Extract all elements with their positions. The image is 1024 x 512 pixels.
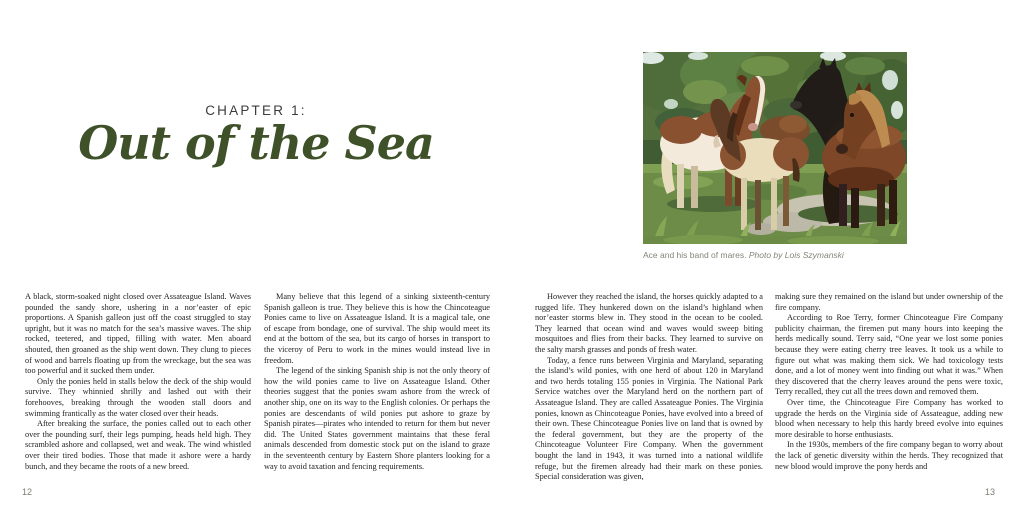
body-paragraph: Over time, the Chincoteague Fire Company has worked to upgrade the herds on the Virginia side of Assateague, adding new blood when necessary to help this hardy breed evolve into equines more desirable to horse enthusiasts.: [775, 397, 1003, 439]
right-column-1: [535, 292, 763, 483]
body-paragraph: However they reached the island, the horses quickly adapted to a rugged life. They hunkered down on the island’s highland when nor’easter storms blew in. They stood in the ocean to be cooled. They learned that ocean wind and waves would sweep biting mosquitoes and flies from their backs. They learned to survive on the salty marsh grasses and ponds of fresh water.: [535, 292, 763, 354]
body-paragraph: Many believe that this legend of a sinking sixteenth-century Spanish galleon is true. They believe this is how the Chincoteague Ponies came to live on Assateague Island. It is a magical tale, one of escape from bondage, one of survival. The ship would meet its end at the bottom of the sea, but its cargo of horses in transport to the viceroy of Peru to work in the mines would instead live in freedom.: [264, 292, 490, 365]
photo-caption-text: Ace and his band of mares.: [643, 250, 749, 260]
chapter-title: Out of the Sea: [78, 116, 434, 170]
page-number-right: 13: [985, 487, 996, 497]
chapter-kicker: CHAPTER 1:: [205, 103, 307, 118]
right-column-2: [775, 292, 1003, 483]
body-paragraph: The legend of the sinking Spanish ship is not the only theory of how the wild ponies came to live on Assateague Island. Other theories suggest that the ponies swam ashore from the wreck of another ship, one on its way to the English colonies. Or perhaps the ponies are descendants of wild ponies put ashore to graze by Spanish pirates—pirates who intended to return for them but never did. The United States government maintains that these feral animals descended from domestic stock put on the island to graze in the seventeenth century by Eastern Shore planters looking for a way to avoid taxation and fencing requirements.: [264, 366, 490, 471]
body-paragraph: Only the ponies held in stalls below the deck of the ship would survive. They whinnied shrilly and lashed out with their forehooves, breaking through the wooden stall doors and swimming frantically as the water closed over their heads.: [25, 376, 251, 418]
body-paragraph: In the 1930s, members of the fire company began to worry about the lack of genetic diversity within the herds. They recognized that new blood would improve the pony herds and: [775, 440, 1003, 471]
horses-photo-illustration: [643, 52, 907, 244]
page-number-left: 12: [22, 487, 33, 497]
right-page-columns: [535, 292, 1003, 483]
body-paragraph: According to Roe Terry, former Chincoteague Fire Company publicity chairman, the firemen put many hours into keeping the herds medically sound. Terry said, “One year we lost some ponies because they were eating cherry tree leaves. It took us a while to figure out what was making them sick. We had toxicology tests done, and a lot of money went into finding out what it was.” When they discovered that the cherry leaves around the pens were toxic, Terry recalled, they cut all the trees down and removed them.: [775, 313, 1003, 397]
photo-caption: [643, 250, 933, 260]
body-paragraph: Today, a fence runs between Virginia and Maryland, separating the island’s wild ponies, with one herd of about 120 in Maryland and two herds totaling 155 ponies in Virginia. The National Park Service watches over the Maryland herd on the northern part of Assateague Island. They are called Assateague Ponies. The Virginia ponies, known as Chincoteague Ponies, have evolved into a breed of their own. These Chincoteague Ponies live on land that is owned by the federal government, but they are the property of the Chincoteague Volunteer Fire Company. When the government bought the land in 1943, it was turned into a national wildlife refuge, but the firemen already had their mark on these ponies. Special consideration was given,: [535, 355, 763, 482]
body-paragraph: After breaking the surface, the ponies called out to each other over the pounding surf, their legs pumping, heads held high. They scrambled ashore and collapsed, wet and weak. The wind whistled over their tired bodies. Those that made it ashore were a hardy bunch, and they became the roots of a new breed.: [25, 419, 251, 471]
left-column-2: [264, 292, 490, 472]
page-right: [512, 0, 1024, 512]
body-paragraph: A black, storm-soaked night closed over Assateague Island. Waves pounded the sandy shore, ushering in a nor’easter of epic proportions. A Spanish galleon just off the coast struggled to stay upright, but it was no match for the sea’s massive waves. The ship rocked, teetered, and tipped, filling with water. Men aboard shouted, then groaned as the ship went down. They clung to pieces of wood and barrels floating up from the wreckage, but the sea was too powerful and it sucked them under.: [25, 292, 251, 376]
body-paragraph: making sure they remained on the island but under ownership of the fire company.: [775, 292, 1003, 312]
photo-credit: Photo by Lois Szymanski: [748, 250, 844, 260]
horses-photo: [643, 52, 907, 244]
left-page-columns: [25, 292, 490, 472]
left-column-1: [25, 292, 251, 472]
